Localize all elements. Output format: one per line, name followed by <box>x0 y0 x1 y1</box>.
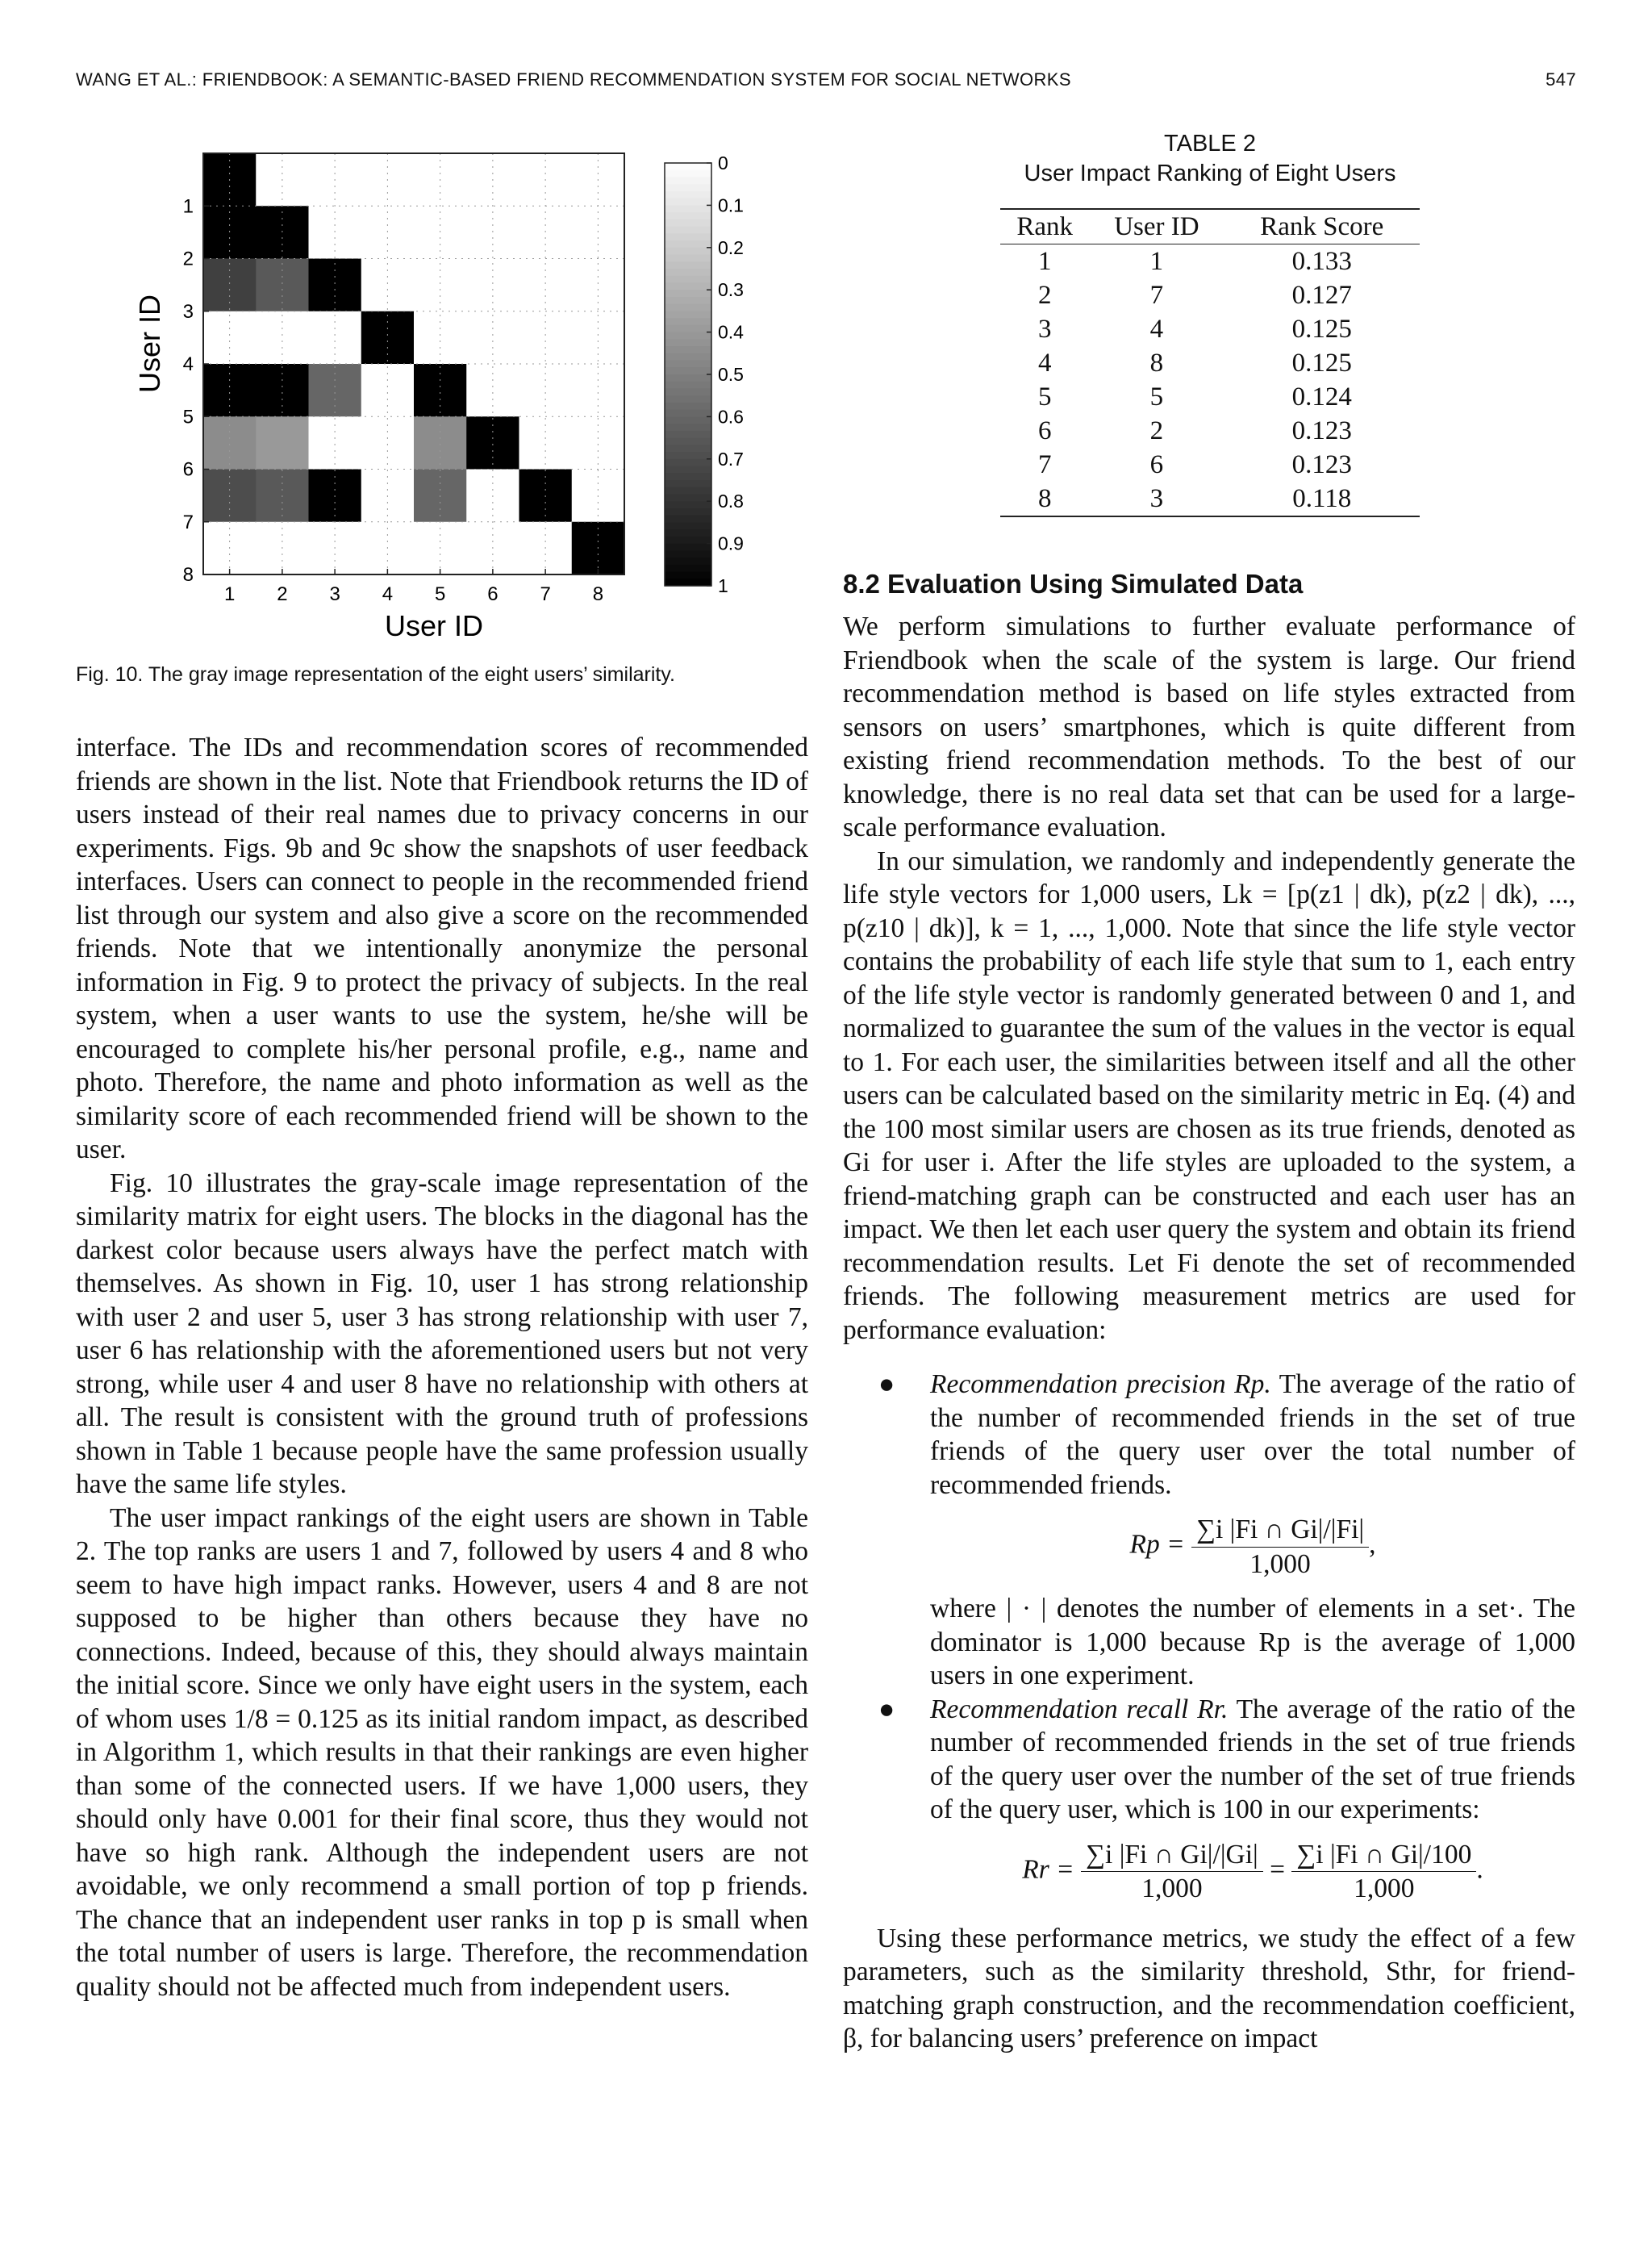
colorbar-segment <box>665 361 711 368</box>
colorbar-segment <box>665 452 711 459</box>
table-cell: 0.123 <box>1291 450 1352 479</box>
paragraph: Using these performance metrics, we study the effect of a few parameters, such as the similarity threshold, Sthr, for friend-matching graph construction, and the recommendation coefficient, β, for balancing users’ preference on impact <box>843 1923 1575 2053</box>
x-tick-label: 3 <box>329 583 340 605</box>
table-row <box>1000 414 1420 448</box>
x-tick-label: 4 <box>382 583 394 605</box>
equation-denominator: 1,000 <box>1249 1548 1311 1579</box>
equation-lhs: Rr = <box>1022 1854 1074 1885</box>
y-tick-label: 7 <box>182 511 194 533</box>
bullet-term: Recommendation precision Rp. <box>930 1369 1271 1399</box>
colorbar-segment <box>665 459 711 466</box>
colorbar-segment <box>665 516 711 523</box>
colorbar-segment <box>665 318 711 325</box>
colorbar-segment <box>665 544 711 551</box>
table-cell: 0.125 <box>1291 349 1352 378</box>
colorbar-segment <box>665 579 711 586</box>
column-header: User ID <box>1089 209 1224 244</box>
colorbar-segment <box>665 403 711 410</box>
colorbar-segment <box>665 382 711 389</box>
heatmap-cell <box>414 259 467 312</box>
table-cell: 1 <box>1037 247 1052 276</box>
y-tick-label: 5 <box>182 406 194 428</box>
colorbar-segment <box>665 276 711 283</box>
colorbar-segment <box>665 522 711 529</box>
colorbar-tick-label: 0.5 <box>718 364 744 385</box>
colorbar-segment <box>665 191 711 198</box>
heatmap-cell <box>309 311 362 365</box>
heatmap-cell <box>256 364 309 417</box>
heatmap-cell <box>572 311 625 365</box>
heatmap-cell <box>572 364 625 417</box>
column-header: Rank Score <box>1224 209 1420 244</box>
heatmap-cell <box>309 259 362 312</box>
table-cell: 4 <box>1149 315 1164 344</box>
colorbar-segment <box>665 572 711 579</box>
colorbar-segment <box>665 445 711 452</box>
heatmap-cell <box>414 364 467 417</box>
colorbar-segment <box>665 205 711 212</box>
colorbar-segment <box>665 346 711 353</box>
table-2-title <box>1000 129 1420 189</box>
equation-numerator: ∑i |Fi ∩ Gi|/100 <box>1291 1838 1476 1873</box>
table-cell: 0.125 <box>1291 315 1352 344</box>
colorbar-segment <box>665 374 711 382</box>
table-cell: 0.118 <box>1224 482 1420 516</box>
colorbar-segment <box>665 480 711 487</box>
equation-lhs: Rp = <box>1129 1529 1185 1560</box>
table-cell: 1 <box>1149 247 1164 276</box>
running-title: WANG ET AL.: FRIENDBOOK: A SEMANTIC-BASED FRIEND RECOMMENDATION SYSTEM FOR SOCIAL NETWORKS <box>76 69 1071 90</box>
heatmap-cell <box>203 259 257 312</box>
table-cell: 5 <box>1149 382 1164 412</box>
equation-denominator: 1,000 <box>1354 1874 1415 1903</box>
bullet-icon: ● <box>878 1694 895 1724</box>
colorbar-segment <box>665 332 711 340</box>
colorbar-segment <box>665 466 711 474</box>
colorbar-segment <box>665 240 711 248</box>
colorbar-segment <box>665 508 711 516</box>
colorbar-segment <box>665 255 711 262</box>
table-row <box>1000 346 1420 380</box>
bullet-text: The average of the ratio of the number of recommended friends in the set of true friends of the query user over the number of the set of true friends of the query user, which is 100 in our experiments: <box>930 1694 1575 1824</box>
table-cell: 0.133 <box>1291 247 1352 276</box>
colorbar-segment <box>665 353 711 361</box>
table-cell: 7 <box>1149 281 1164 310</box>
heatmap-cell <box>519 259 573 312</box>
colorbar-segment <box>665 565 711 572</box>
table-row <box>1000 312 1420 346</box>
colorbar-tick-label: 0.7 <box>718 448 744 470</box>
colorbar-segment <box>665 261 711 269</box>
heatmap-cell <box>519 364 573 417</box>
heatmap-cell <box>309 364 362 417</box>
colorbar-segment <box>665 248 711 255</box>
x-tick-label: 6 <box>487 583 499 605</box>
paragraph: Fig. 10 illustrates the gray-scale image representation of the similarity matrix for eight users. The blocks in the diagonal has the darkest color because users always have the perfect match with themselves. As shown in Fig. 10, user 1 has strong relationship with user 2 and user 5, user 3 has strong relationship with user 7, user 6 has relationship with the aforementioned users but not very strong, while user 4 and user 8 have no relationship with others at all. The result is consistent with the ground truth of professions shown in Table 1 because people have the same profession usually have the same life styles. <box>76 1168 808 1499</box>
figure-10-caption: Fig. 10. The gray image representation of the eight users’ similarity. <box>76 663 675 686</box>
equation-numerator: ∑i |Fi ∩ Gi|/|Fi| <box>1191 1513 1369 1548</box>
colorbar-segment <box>665 410 711 417</box>
table-2-body <box>1000 244 1420 517</box>
paragraph: We perform simulations to further evaluate performance of Friendbook when the scale of the system is large. Our friend recommendation method is based on life styles extracted from sensors on users’ smartphones, which is quite different from existing friend recommendation methods. To the best of our knowledge, there is no real data set that can be used for a large-scale performance evaluation. <box>843 612 1575 842</box>
colorbar-tick-label: 1 <box>718 575 728 596</box>
table-cell: 2 <box>1149 416 1164 445</box>
table-cell: 0.127 <box>1291 281 1352 310</box>
table-cell: 6 <box>1149 450 1164 479</box>
colorbar-segment <box>665 227 711 234</box>
table-2 <box>1000 208 1420 517</box>
heatmap-cell <box>414 311 467 365</box>
heatmap-cell <box>361 311 415 365</box>
heatmap-cell <box>572 259 625 312</box>
y-axis-label: User ID <box>133 294 166 394</box>
figure-10-heatmap <box>129 137 758 670</box>
colorbar-segment <box>665 177 711 184</box>
x-tick-label: 8 <box>592 583 604 605</box>
x-axis-label: User ID <box>384 609 484 642</box>
colorbar-segment <box>665 282 711 290</box>
section-heading: 8.2 Evaluation Using Simulated Data <box>843 569 1304 599</box>
colorbar-segment <box>665 501 711 508</box>
table-cell: 4 <box>1037 349 1052 378</box>
column-header: Rank <box>1000 209 1089 244</box>
table-cell: 2 <box>1037 281 1052 310</box>
table-cell: 3 <box>1037 315 1052 344</box>
colorbar-segment <box>665 184 711 191</box>
left-column <box>76 731 808 2003</box>
colorbar-tick-label: 0.8 <box>718 491 744 512</box>
colorbar-segment <box>665 325 711 332</box>
colorbar-segment <box>665 170 711 178</box>
table-cell: 3 <box>1089 482 1224 516</box>
heatmap-cell <box>203 364 257 417</box>
y-tick-label: 8 <box>182 564 194 586</box>
table-cell: 8 <box>1149 349 1164 378</box>
colorbar-tick-label: 0 <box>718 152 728 173</box>
page-number: 547 <box>1546 69 1576 90</box>
running-header <box>76 69 1576 90</box>
bullet-after-text: where | · | denotes the number of elements in a set·. The dominator is 1,000 because Rp is the average of 1,000 users in one experiment. <box>930 1594 1575 1690</box>
equation-fraction <box>1291 1838 1476 1906</box>
table-cell: 8 <box>1000 482 1089 516</box>
colorbar-segment <box>665 473 711 480</box>
table-cell: 0.124 <box>1291 382 1352 412</box>
colorbar-segment <box>665 290 711 297</box>
y-tick-label: 2 <box>182 248 194 270</box>
table-cell: 0.123 <box>1291 416 1352 445</box>
table-header-row <box>1000 209 1420 244</box>
x-tick-label: 2 <box>277 583 288 605</box>
equation-denominator: 1,000 <box>1141 1874 1203 1903</box>
table-row <box>1000 278 1420 312</box>
heatmap-cell <box>256 311 309 365</box>
colorbar-tick-label: 0.6 <box>718 406 744 428</box>
y-tick-label: 3 <box>182 300 194 323</box>
bullet-text: The average of the ratio of the number of recommended friends in the set of true friends of the query user over the total number of recommended friends. <box>930 1369 1576 1500</box>
colorbar-segment <box>665 198 711 206</box>
colorbar-segment <box>665 212 711 219</box>
y-tick-label: 1 <box>182 195 194 218</box>
table-cell: 7 <box>1037 450 1052 479</box>
heatmap-cell <box>519 311 573 365</box>
bullet-item-recall <box>843 1693 1575 1906</box>
colorbar-segment <box>665 233 711 240</box>
heatmap-cell <box>203 311 257 365</box>
table-row <box>1000 448 1420 482</box>
x-tick-label: 5 <box>434 583 446 605</box>
heatmap-cell <box>256 259 309 312</box>
y-tick-label: 4 <box>182 353 194 375</box>
colorbar-tick-label: 0.9 <box>718 533 744 554</box>
colorbar-segment <box>665 163 711 170</box>
table-row <box>1000 380 1420 414</box>
colorbar-segment <box>665 304 711 311</box>
x-tick-label: 1 <box>223 583 236 605</box>
colorbar-segment <box>665 388 711 395</box>
heatmap-cell <box>361 259 415 312</box>
colorbar-segment <box>665 529 711 537</box>
x-tick-label: 7 <box>540 583 551 605</box>
colorbar-segment <box>665 219 711 227</box>
equation-numerator: ∑i |Fi ∩ Gi|/|Gi| <box>1081 1838 1263 1873</box>
colorbar-segment <box>665 311 711 318</box>
heatmap-cell <box>361 364 415 417</box>
paragraph: The user impact rankings of the eight users are shown in Table 2. The top ranks are users 1 and 7, followed by users 4 and 8 who seem to have high impact ranks. However, users 4 and 8 are not supposed to be higher than others because they have no connections. Indeed, because of this, they should always maintain the initial score. Since we only have eight users in the system, each of whom uses 1/8 = 0.125 as its initial random impact, as described in Algorithm 1, which results in that their rankings are even higher than some of the connected users. If we have 1,000 users, they should only have 0.001 for their final score, thus they would not have so high rank. Although the independent users are not avoidable, we only recommend a small portion of top p friends. The chance that an independent user ranks in top p is small when the total number of users is large. Therefore, the recommendation quality should not be affected much from independent users. <box>76 1502 808 2002</box>
colorbar-tick-label: 0.3 <box>718 279 744 301</box>
heatmap-cell <box>466 364 519 417</box>
table-2-caption: User Impact Ranking of Eight Users <box>1024 161 1396 186</box>
colorbar-segment <box>665 494 711 501</box>
colorbar-tick-label: 0.1 <box>718 194 744 216</box>
colorbar-segment <box>665 537 711 544</box>
table-row <box>1000 482 1420 516</box>
table-row <box>1000 244 1420 279</box>
heatmap-cell <box>466 311 519 365</box>
bullet-item-precision <box>843 1368 1575 1693</box>
colorbar-segment <box>665 487 711 495</box>
paragraph: In our simulation, we randomly and independently generate the life style vectors for 1,000 users, Lk = [p(z1 | dk), p(z2 | dk), ..., p(z10 | dk)], k = 1, ..., 1,000. Note that since the life style vector contains the probability of each life style that sum to 1, each entry of the life style vector is randomly generated between 0 and 1, and normalized to guarantee the sum of the values in the vector is equal to 1. For each user, the similarities between itself and all the other users can be calculated based on the similarity metric in Eq. (4) and the 100 most similar users are chosen as its true friends, denoted as Gi for user i. After the life styles are uploaded to the system, a friend-matching graph can be constructed and each user has an impact. We then let each user query the system and obtain its friend recommendation results. Let Fi denote the set of recommended friends. The following measurement metrics are used for performance evaluation: <box>843 846 1575 1345</box>
table-2-label: TABLE 2 <box>1164 131 1256 157</box>
equation-fraction <box>1191 1513 1369 1581</box>
equation-precision <box>930 1513 1575 1581</box>
paragraph: interface. The IDs and recommendation scores of recommended friends are shown in the list. Note that Friendbook returns the ID of users instead of their real names due to privacy concerns in our experiments. Figs. 9b and 9c show the snapshots of user feedback interfaces. Users can connect to people in the recommended friend list through our system and also give a score on the recommended friends. Note that we intentionally anonymize the personal information in Fig. 9 to protect the privacy of subjects. In the real system, when a user wants to use the system, he/she will be encouraged to complete his/her personal profile, e.g., name and photo. Therefore, the name and photo information as well as the similarity score of each recommended friend will be shown to the user. <box>76 733 808 1164</box>
table-cell: 5 <box>1037 382 1052 412</box>
colorbar-segment <box>665 558 711 565</box>
colorbar-segment <box>665 431 711 438</box>
colorbar-segment <box>665 416 711 424</box>
colorbar-segment <box>665 297 711 304</box>
colorbar-segment <box>665 395 711 403</box>
colorbar-segment <box>665 424 711 431</box>
bullet-icon: ● <box>878 1369 895 1399</box>
equation-fraction <box>1081 1838 1263 1906</box>
colorbar-tick-label: 0.2 <box>718 236 744 258</box>
equation-tail: , <box>1369 1529 1376 1560</box>
colorbar-segment <box>665 269 711 276</box>
colorbar-segment <box>665 550 711 558</box>
heatmap-cell <box>466 259 519 312</box>
right-column <box>843 610 1575 2056</box>
y-tick-label: 6 <box>182 458 194 481</box>
table-cell: 6 <box>1037 416 1052 445</box>
equation-tail: . <box>1476 1854 1483 1885</box>
bullet-term: Recommendation recall Rr. <box>930 1694 1229 1724</box>
colorbar-tick-label: 0.4 <box>718 321 744 343</box>
equation-equals: = <box>1270 1854 1286 1885</box>
colorbar-segment <box>665 339 711 346</box>
colorbar-segment <box>665 367 711 374</box>
equation-recall <box>930 1838 1575 1906</box>
colorbar-segment <box>665 438 711 445</box>
